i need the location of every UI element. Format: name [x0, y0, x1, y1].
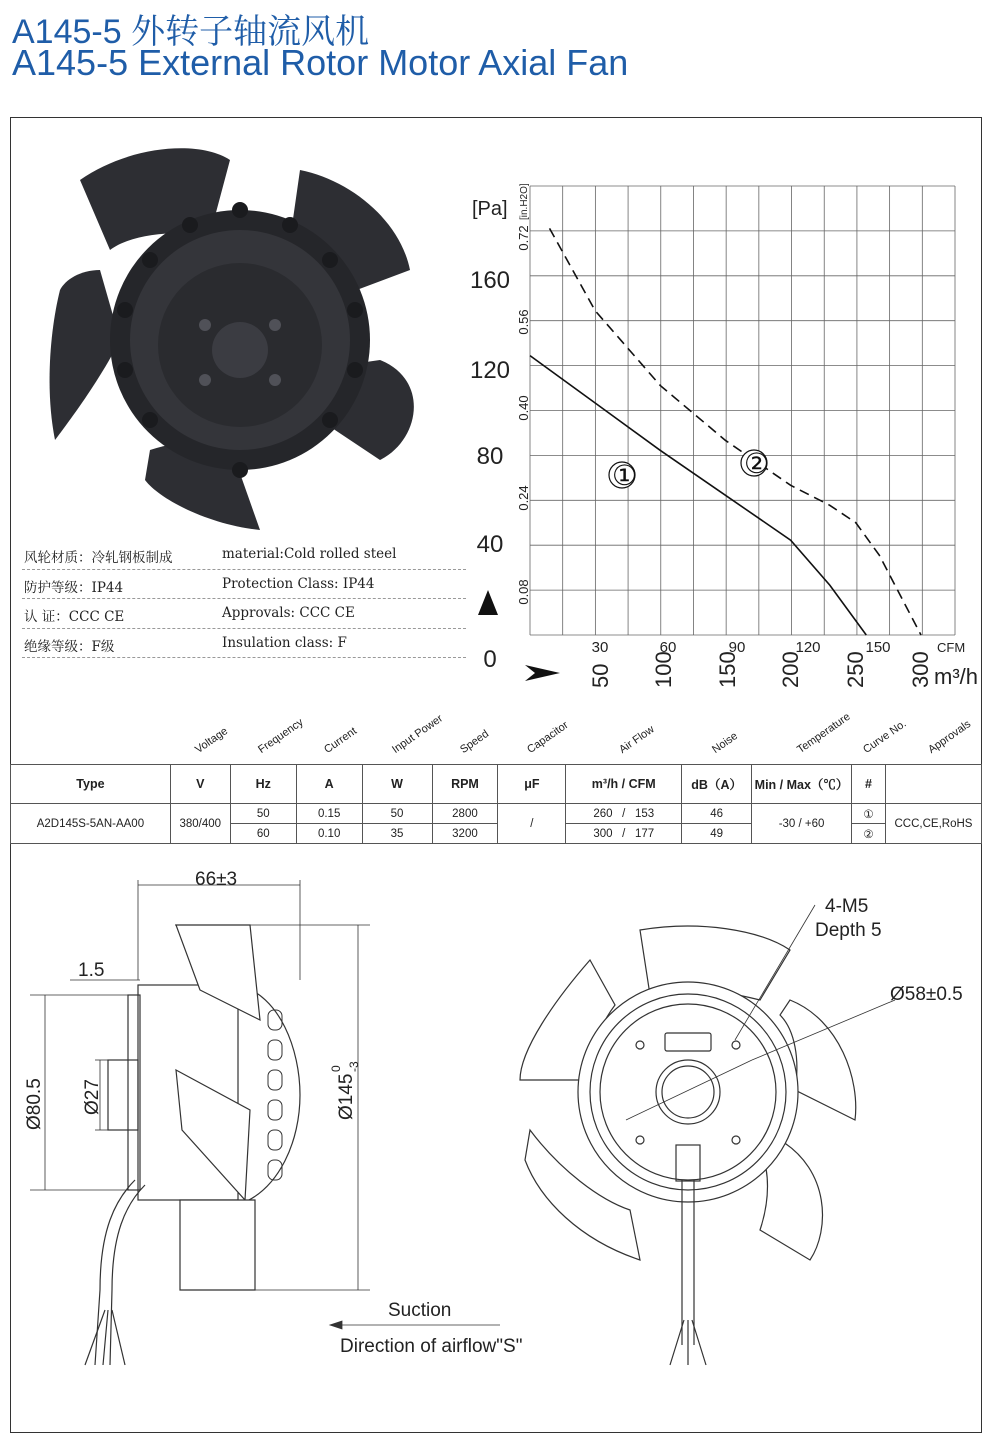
unit-w: W [362, 765, 432, 804]
header-temperature: Temperature [794, 710, 853, 756]
cell-voltage: 380/400 [170, 804, 230, 844]
x-tick-label-cfm: 90 [728, 639, 746, 656]
spec-en: material:Cold rolled steel [222, 546, 397, 562]
dim-offset: 1.5 [78, 960, 105, 981]
cell-rpm: 2800 [432, 804, 498, 824]
dim-depth: 66±3 [195, 869, 238, 890]
cell-sep: / [622, 827, 626, 840]
y-unit-pa: [Pa] [472, 198, 508, 220]
unit-rpm: RPM [432, 765, 498, 804]
title-english: A145-5 External Rotor Motor Axial Fan [12, 42, 629, 83]
dim-hub: Ø80.5 [24, 1078, 45, 1130]
x-tick-label-cfm: 60 [659, 639, 677, 656]
curve-label: ② [744, 448, 770, 479]
y-tick-label: 40 [476, 531, 504, 558]
bolt-circle: Ø58±0.5 [890, 984, 963, 1005]
dim-shaft: Ø27 [82, 1079, 103, 1115]
cell-curve: ① [852, 804, 886, 824]
x-tick-label-m3h: 200 [778, 651, 803, 688]
header-speed: Speed [458, 727, 492, 756]
dim-blade: Ø145 [336, 1073, 357, 1120]
curve-label: ① [612, 460, 638, 491]
cell-hz: 50 [230, 804, 296, 824]
front-view [520, 905, 895, 1365]
x-unit-cfm: CFM [937, 640, 966, 655]
spec-en: Insulation class: F [222, 634, 347, 651]
dim-blade-tol: 0 [329, 1065, 343, 1072]
x-tick-label-cfm: 120 [795, 639, 821, 656]
cell-w: 50 [362, 804, 432, 824]
cell-m3h: 260 [593, 807, 613, 820]
y-tick-label-inh2o: 0.24 [516, 485, 531, 511]
cell-db: 49 [682, 824, 752, 844]
title-chinese: A145-5 外转子轴流风机 [12, 13, 370, 51]
x-tick-label-cfm: 150 [865, 639, 891, 656]
unit-airflow: m³/h / CFM [566, 765, 682, 804]
x-tick-label-m3h: 100 [651, 651, 676, 688]
spec-cn: 防护等级：IP44 [24, 579, 124, 596]
header-air-flow: Air Flow [616, 723, 657, 756]
y-tick-label: 160 [469, 267, 511, 294]
header-current: Current [322, 725, 360, 756]
cell-sep: / [622, 807, 626, 820]
unit-db: dB（A） [682, 765, 752, 804]
header-noise: Noise [709, 730, 740, 756]
unit-a: A [296, 765, 362, 804]
cell-hz: 60 [230, 824, 296, 844]
cell-cfm: 153 [634, 807, 655, 820]
cell-a: 0.10 [296, 824, 362, 844]
spec-cn: 绝缘等级：F级 [24, 638, 115, 655]
spec-cn: 风轮材质：冷轧钢板制成 [24, 550, 173, 566]
side-view [85, 925, 300, 1365]
unit-uf: μF [498, 765, 566, 804]
x-tick-label-m3h: 300 [908, 651, 933, 688]
header-voltage: Voltage [193, 725, 231, 756]
cell-capacitor: / [498, 804, 566, 844]
cell-w: 35 [362, 824, 432, 844]
x-tick-label-m3h: 250 [843, 651, 868, 688]
y-tick-label-inh2o: 0.08 [516, 579, 531, 605]
bolt-label: 4-M5 [825, 896, 869, 917]
y-tick-label-inh2o: 0.56 [516, 309, 531, 335]
spec-en: Approvals: CCC CE [222, 605, 355, 621]
header-input-power: Input Power [390, 712, 446, 756]
cell-m3h: 300 [593, 827, 613, 840]
unit-temp: Min / Max（℃） [752, 765, 852, 804]
dim-blade-tol2: -3 [347, 1061, 361, 1072]
x-tick-label-m3h: 50 [588, 663, 613, 688]
unit-v: V [170, 765, 230, 804]
unit-curve: # [852, 765, 886, 804]
cell-a: 0.15 [296, 804, 362, 824]
unit-type: Type [11, 765, 171, 804]
cell-curve: ② [852, 824, 886, 844]
cell-cfm: 177 [634, 827, 655, 840]
cell-model: A2D145S-5AN-AA00 [11, 804, 171, 844]
header-approvals: Approvals [926, 718, 974, 756]
header-capacitor: Capacitor [524, 719, 571, 756]
bolt-depth: Depth 5 [815, 920, 882, 941]
cell-temperature: -30 / +60 [752, 804, 852, 844]
header-curve-no: Curve No. [861, 717, 910, 756]
cell-db: 46 [682, 804, 752, 824]
x-tick-label-cfm: 30 [591, 639, 609, 656]
x-unit-m3h: m³/h [934, 664, 978, 689]
y-tick-label: 0 [483, 646, 497, 673]
y-tick-label: 120 [469, 357, 511, 384]
y-tick-label-inh2o: 0.72 [516, 225, 531, 251]
cell-rpm: 3200 [432, 824, 498, 844]
header-frequency: Frequency [256, 716, 306, 756]
y-tick-label-inh2o: 0.40 [516, 395, 531, 421]
airflow-label: Direction of airflow"S" [340, 1336, 523, 1357]
y-unit-inh2o: [in.H2O] [519, 183, 530, 220]
spec-en: Protection Class: IP44 [222, 575, 375, 592]
y-tick-label: 80 [476, 443, 504, 470]
cell-approvals: CCC,CE,RoHS [885, 804, 981, 844]
spec-cn: 认 证：CCC CE [24, 609, 125, 625]
x-tick-label-m3h: 150 [715, 651, 740, 688]
suction-label: Suction [388, 1300, 452, 1321]
unit-hz: Hz [230, 765, 296, 804]
